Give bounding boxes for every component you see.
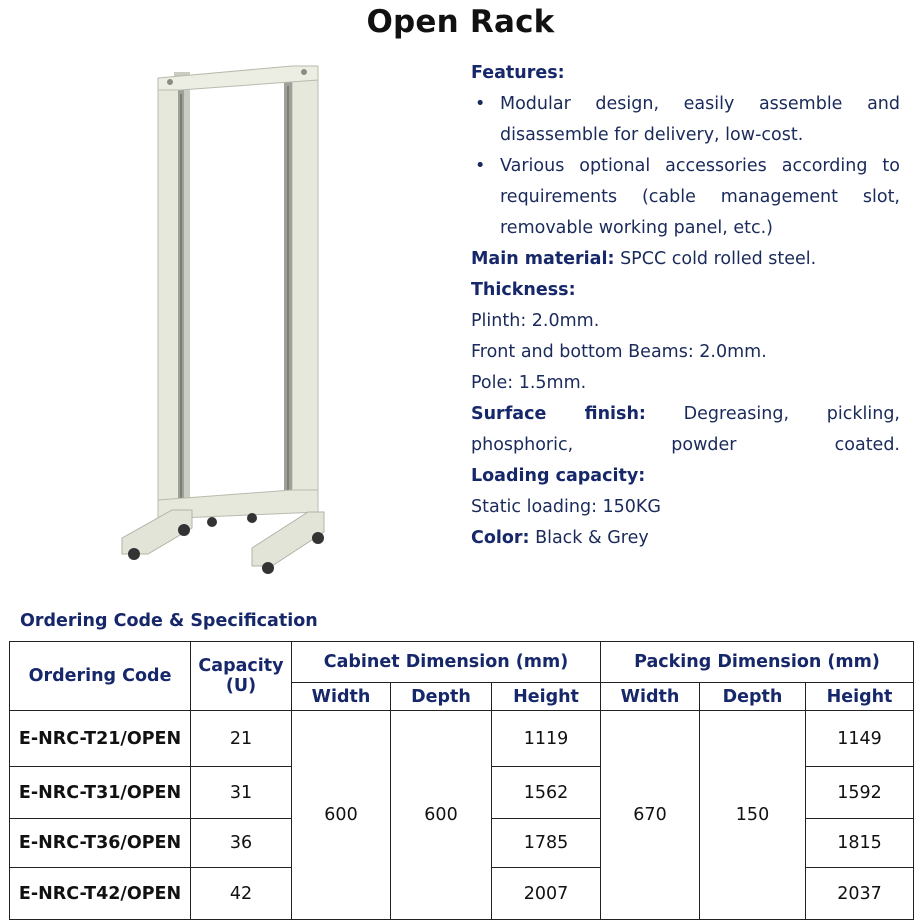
ordering-code-cell: E-NRC-T42/OPEN	[10, 868, 191, 920]
ordering-code-cell: E-NRC-T36/OPEN	[10, 819, 191, 868]
feature-bullet-text: Various optional accessories according to requirements (cable management slot, removable working panel, etc.)	[500, 156, 900, 238]
features-panel	[471, 58, 900, 554]
packing-width-cell: 670	[601, 711, 700, 920]
capacity-cell: 31	[191, 767, 292, 819]
cabinet-height-cell: 2007	[492, 868, 601, 920]
page-title: Open Rack	[366, 4, 555, 40]
thickness-plinth: Plinth: 2.0mm.	[471, 311, 600, 331]
main-material-label: Main material:	[471, 249, 615, 269]
feature-bullet-item: • Modular design, easily assemble and disassemble for delivery, low-cost.	[475, 94, 900, 145]
open-rack-image	[112, 60, 332, 580]
cabinet-height-cell: 1562	[492, 767, 601, 819]
cabinet-height-cell: 1119	[492, 711, 601, 767]
color-value: Black & Grey	[535, 528, 649, 548]
thickness-beams: Front and bottom Beams: 2.0mm.	[471, 342, 767, 362]
capacity-cell: 42	[191, 868, 292, 920]
packing-height-cell: 1149	[806, 711, 914, 767]
header-cabinet-depth: Depth	[391, 683, 492, 711]
main-material-value: SPCC cold rolled steel.	[620, 249, 817, 269]
ordering-code-cell: E-NRC-T21/OPEN	[10, 711, 191, 767]
cabinet-height-cell: 1785	[492, 819, 601, 868]
thickness-pole: Pole: 1.5mm.	[471, 373, 587, 393]
header-packing-height: Height	[806, 683, 914, 711]
surface-finish-label: Surface finish:	[471, 404, 646, 424]
surface-finish-value: Degreasing, pickling, phosphoric, powder coated.	[471, 404, 900, 455]
thickness-label: Thickness:	[471, 280, 576, 300]
header-ordering-code: Ordering Code	[10, 642, 191, 711]
packing-height-cell: 1815	[806, 819, 914, 868]
feature-bullet-item: • Various optional accessories according to requirements (cable management slot, removable working panel, etc.)	[475, 156, 900, 238]
feature-bullet-text: Modular design, easily assemble and disassemble for delivery, low-cost.	[500, 94, 900, 145]
features-heading: Features:	[471, 63, 565, 83]
table-row	[10, 711, 914, 767]
ordering-code-cell: E-NRC-T31/OPEN	[10, 767, 191, 819]
header-cabinet-width: Width	[292, 683, 391, 711]
capacity-cell: 21	[191, 711, 292, 767]
capacity-cell: 36	[191, 819, 292, 868]
packing-height-cell: 1592	[806, 767, 914, 819]
header-packing-depth: Depth	[700, 683, 806, 711]
packing-depth-cell: 150	[700, 711, 806, 920]
loading-capacity-value: Static loading: 150KG	[471, 497, 661, 517]
features-list	[471, 89, 900, 244]
header-cabinet-dimension: Cabinet Dimension (mm)	[292, 642, 601, 683]
cabinet-depth-cell: 600	[391, 711, 492, 920]
loading-capacity-label: Loading capacity:	[471, 466, 646, 486]
cabinet-width-cell: 600	[292, 711, 391, 920]
color-label: Color:	[471, 528, 530, 548]
spec-table	[9, 641, 914, 920]
packing-height-cell: 2037	[806, 868, 914, 920]
section-title: Ordering Code & Specification	[20, 611, 318, 631]
header-capacity: Capacity (U)	[191, 642, 292, 711]
header-cabinet-height: Height	[492, 683, 601, 711]
header-packing-dimension: Packing Dimension (mm)	[601, 642, 914, 683]
header-packing-width: Width	[601, 683, 700, 711]
